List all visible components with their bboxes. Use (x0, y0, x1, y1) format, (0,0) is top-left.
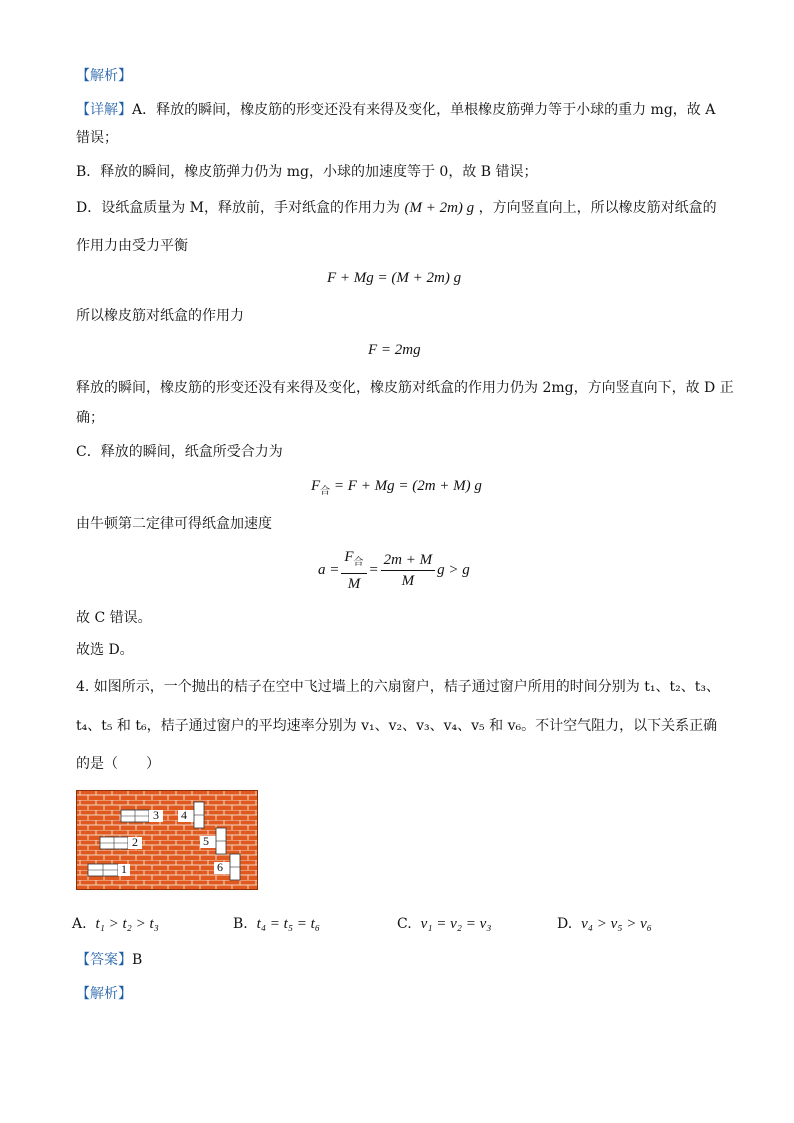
analysis-header: 【解析】 (76, 68, 132, 84)
equation-3 (311, 478, 482, 497)
line-d-1b: ，方向竖直向上，所以橡皮筋对纸盒的 (478, 200, 717, 216)
window-label-3: 3 (153, 808, 159, 822)
line-b: B．释放的瞬间，橡皮筋弹力仍为 mg，小球的加速度等于 0，故 B 错误； (76, 164, 538, 180)
choice-b-letter: B. (233, 916, 248, 932)
eq4-equals: = (368, 562, 379, 578)
line-d-3: 释放的瞬间，橡皮筋的形变还没有来得及变化，橡皮筋对纸盒的作用力仍为 2mg，方向竖直向下，故 D 正 (76, 380, 734, 396)
window-label-1: 1 (121, 862, 127, 876)
eq4-f1-sub: 合 (353, 557, 364, 568)
q4-line-2: t₄、t₅ 和 t₆，桔子通过窗户的平均速率分别为 v₁、v₂、v₃、v₄、v₅ 和 v₆。不计空气阻力，以下关系正确 (76, 718, 718, 734)
line-d-4: 确； (76, 410, 104, 426)
window-label-6: 6 (217, 860, 223, 874)
choice-b (233, 916, 320, 933)
window-label-4: 4 (181, 808, 187, 822)
eq3-left: F (311, 478, 321, 494)
q4-line-3: 的是（ ） (76, 756, 160, 772)
eq4-f1-num: F (344, 549, 354, 565)
equation-4 (318, 548, 470, 593)
line-d-1 (76, 198, 717, 218)
equation-2: F = 2mg (368, 342, 421, 358)
choice-d-expr: v₄ > v₅ > v₆ (581, 916, 652, 932)
eq3-sub: 合 (320, 486, 331, 497)
choice-b-expr: t₄ = t₅ = t₆ (256, 916, 321, 932)
eq4-fraction-2 (381, 551, 435, 590)
eq4-tail: g > g (437, 562, 470, 578)
window-label-2: 2 (132, 835, 138, 849)
choice-c-expr: v₁ = v₂ = v₃ (420, 916, 492, 932)
choice-d (557, 916, 652, 933)
eq3-right: = F + Mg = (2m + M) g (330, 478, 482, 494)
detail-tag: 【详解】 (76, 102, 132, 118)
choice-a (72, 916, 159, 933)
eq4-f2-den: M (401, 573, 415, 589)
line-so: 所以橡皮筋对纸盒的作用力 (76, 308, 244, 324)
window-label-5: 5 (203, 834, 209, 848)
answer-tag: 【答案】 (76, 952, 132, 968)
brick-wall-figure (76, 790, 258, 890)
detail-line-a (76, 100, 715, 120)
eq4-f1-den: M (347, 576, 361, 592)
q4-line-1: 4. 如图所示，一个抛出的桔子在空中飞过墙上的六扇窗户，桔子通过窗户所用的时间分别为 t₁、t₂、t₃、 (76, 679, 720, 695)
choice-a-letter: A. (72, 916, 87, 932)
brick-wall-svg (76, 790, 258, 890)
line-c: C．释放的瞬间，纸盒所受合力为 (76, 444, 283, 460)
choice-c-letter: C. (397, 916, 412, 932)
line-a-text: A．释放的瞬间，橡皮筋的形变还没有来得及变化，单根橡皮筋弹力等于小球的重力 mg，故 A (132, 102, 716, 118)
eq4-f2-num: 2m + M (381, 551, 435, 571)
line-a-cont: 错误； (76, 130, 118, 146)
answer-value: B (132, 952, 143, 968)
line-d-expr: (M + 2m) g (404, 200, 475, 216)
equation-1: F + Mg = (M + 2m) g (327, 270, 462, 286)
answer-line (76, 950, 142, 970)
line-d-1a: D．设纸盒质量为 M，释放前，手对纸盒的作用力为 (76, 200, 401, 216)
q4-analysis-tag: 【解析】 (76, 986, 132, 1002)
choice-c (397, 916, 491, 933)
line-newton: 由牛顿第二定律可得纸盒加速度 (76, 516, 272, 532)
line-d-2: 作用力由受力平衡 (76, 238, 188, 254)
eq4-a: a = (318, 562, 340, 578)
answer-choice-line: 故选 D。 (76, 642, 134, 658)
eq4-fraction-1 (341, 548, 366, 593)
line-c-end: 故 C 错误。 (76, 610, 152, 626)
choice-d-letter: D. (557, 916, 573, 932)
choice-a-expr: t₁ > t₂ > t₃ (95, 916, 159, 932)
